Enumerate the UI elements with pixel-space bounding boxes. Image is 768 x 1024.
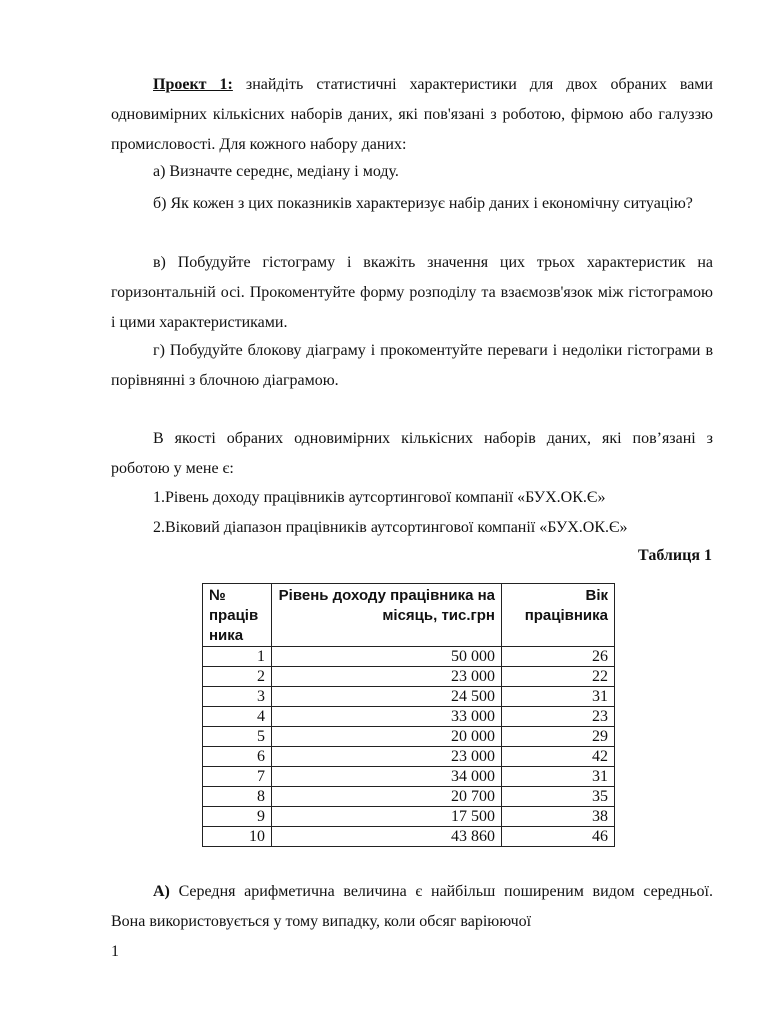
header-employee-number: № праців ника bbox=[203, 584, 272, 647]
cell-age: 23 bbox=[502, 707, 615, 727]
header-income: Рівень доходу працівника на місяць, тис.грн bbox=[272, 584, 502, 647]
cell-number: 7 bbox=[203, 767, 272, 787]
cell-number: 8 bbox=[203, 787, 272, 807]
table-row bbox=[203, 727, 615, 747]
cell-age: 26 bbox=[502, 647, 615, 667]
cell-age: 31 bbox=[502, 687, 615, 707]
cell-age: 38 bbox=[502, 807, 615, 827]
cell-income: 50 000 bbox=[272, 647, 502, 667]
task-b: б) Як кожен з цих показників характеризує набір даних і економічну ситуацію? bbox=[153, 195, 693, 212]
table-header-row bbox=[203, 584, 615, 647]
cell-income: 33 000 bbox=[272, 707, 502, 727]
cell-income: 23 000 bbox=[272, 667, 502, 687]
cell-age: 31 bbox=[502, 767, 615, 787]
cell-income: 34 000 bbox=[272, 767, 502, 787]
cell-number: 5 bbox=[203, 727, 272, 747]
cell-age: 46 bbox=[502, 827, 615, 847]
project-intro: знайдіть статистичні характеристики для двох обраних вами одновимірних кількісних наборів даних, які пов'язані з роботою, фірмою або галуззю промисловості. Для кожного набору даних: bbox=[111, 76, 713, 153]
task-d: г) Побудуйте блокову діаграму і прокоментуйте переваги і недоліки гістограми в порівнянні з блочною діаграмою. bbox=[111, 342, 713, 389]
cell-age: 22 bbox=[502, 667, 615, 687]
dataset-2: 2.Віковий діапазон працівників аутсортингової компанії «БУХ.ОК.Є» bbox=[153, 519, 628, 536]
table-row bbox=[203, 767, 615, 787]
project-label: Проект 1: bbox=[153, 76, 233, 93]
cell-number: 4 bbox=[203, 707, 272, 727]
dataset-1: 1.Рівень доходу працівників аутсортингової компанії «БУХ.ОК.Є» bbox=[153, 489, 606, 506]
cell-income: 20 000 bbox=[272, 727, 502, 747]
cell-age: 29 bbox=[502, 727, 615, 747]
cell-number: 6 bbox=[203, 747, 272, 767]
project-paragraph bbox=[111, 70, 713, 160]
table-row bbox=[203, 787, 615, 807]
section-a-paragraph bbox=[111, 877, 713, 937]
cell-age: 42 bbox=[502, 747, 615, 767]
cell-income: 43 860 bbox=[272, 827, 502, 847]
table-row bbox=[203, 687, 615, 707]
datasets-intro: В якості обраних одновимірних кількісних наборів даних, які пов’язані з роботою у мене є: bbox=[111, 430, 713, 477]
table-row bbox=[203, 807, 615, 827]
cell-income: 23 000 bbox=[272, 747, 502, 767]
cell-number: 10 bbox=[203, 827, 272, 847]
cell-age: 35 bbox=[502, 787, 615, 807]
section-a-label: А) bbox=[153, 883, 170, 900]
table-row bbox=[203, 707, 615, 727]
table-row bbox=[203, 827, 615, 847]
task-c: в) Побудуйте гістограму і вкажіть значення цих трьох характеристик на горизонтальній осі. Прокоментуйте форму розподілу та взаємозв'язок між гістограмою і цими характеристиками. bbox=[111, 254, 713, 331]
cell-number: 2 bbox=[203, 667, 272, 687]
data-table bbox=[202, 583, 615, 847]
header-age: Вік працівника bbox=[502, 584, 615, 647]
cell-income: 24 500 bbox=[272, 687, 502, 707]
task-a: а) Визначте середнє, медіану і моду. bbox=[153, 163, 399, 180]
cell-income: 17 500 bbox=[272, 807, 502, 827]
table-row bbox=[203, 647, 615, 667]
table-row bbox=[203, 747, 615, 767]
cell-number: 3 bbox=[203, 687, 272, 707]
cell-number: 1 bbox=[203, 647, 272, 667]
cell-income: 20 700 bbox=[272, 787, 502, 807]
table-row bbox=[203, 667, 615, 687]
page-number: 1 bbox=[111, 943, 119, 960]
section-a-text: Середня арифметична величина є найбільш поширеним видом середньої. Вона використовується у тому випадку, коли обсяг варіюючої bbox=[111, 883, 713, 930]
cell-number: 9 bbox=[203, 807, 272, 827]
table-caption: Таблиця 1 bbox=[638, 547, 712, 564]
